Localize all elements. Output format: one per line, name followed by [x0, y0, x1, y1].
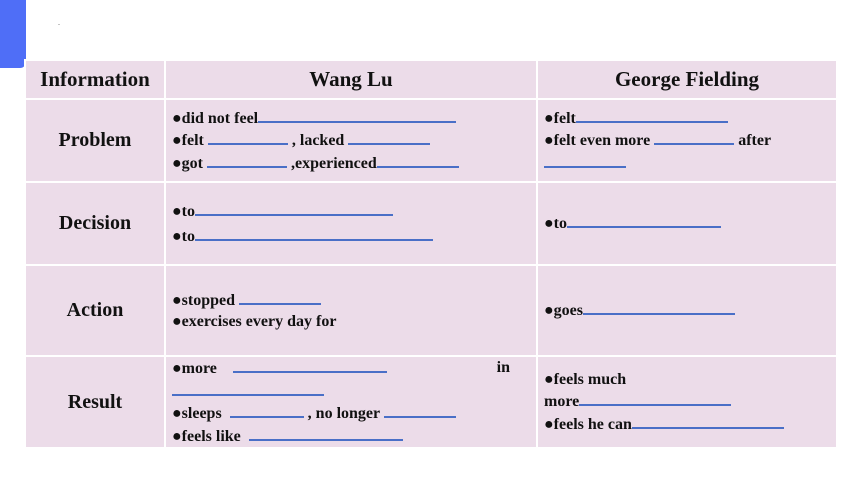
- row-label-action: Action: [25, 265, 165, 356]
- text: ●more: [172, 360, 217, 377]
- blank-line[interactable]: [208, 129, 288, 145]
- blank-line[interactable]: [576, 107, 728, 123]
- blank-line[interactable]: [583, 299, 735, 315]
- text: ●feels much: [544, 370, 627, 388]
- text: , lacked: [291, 132, 345, 150]
- text: ●felt: [172, 132, 204, 150]
- header-row: [25, 60, 837, 99]
- blank-line[interactable]: [239, 289, 321, 305]
- text: in: [496, 359, 510, 376]
- header-information: Information: [25, 60, 165, 99]
- blank-line[interactable]: [195, 225, 433, 241]
- text: , no longer: [307, 405, 380, 422]
- blank-line[interactable]: [230, 402, 304, 418]
- blank-line[interactable]: [258, 107, 456, 123]
- blank-line[interactable]: [233, 357, 387, 373]
- blank-line[interactable]: [567, 212, 721, 228]
- problem-george-cell: [537, 99, 837, 182]
- text: ●to: [172, 202, 195, 220]
- blank-line[interactable]: [348, 129, 430, 145]
- table-row-action: [25, 265, 837, 356]
- table-row-problem: [25, 99, 837, 182]
- text: ●exercises every day for: [172, 313, 337, 330]
- header-george-fielding: George Fielding: [537, 60, 837, 99]
- blank-line[interactable]: [384, 402, 456, 418]
- problem-wang-lu-cell: [165, 99, 537, 182]
- table-row-decision: [25, 182, 837, 265]
- comparison-table: [24, 59, 838, 449]
- text: ●goes: [544, 302, 583, 320]
- row-label-problem: Problem: [25, 99, 165, 182]
- blank-line[interactable]: [632, 413, 784, 429]
- blank-line[interactable]: [195, 200, 393, 216]
- text: ,experienced: [291, 154, 377, 172]
- text: ●got: [172, 154, 203, 172]
- table-row-result: [25, 356, 837, 448]
- decision-wang-lu-cell: [165, 182, 537, 265]
- blank-line[interactable]: [249, 425, 403, 441]
- text: ●feels like: [172, 427, 241, 445]
- action-wang-lu-cell: [165, 265, 537, 356]
- blank-line[interactable]: [654, 129, 734, 145]
- accent-bar: [0, 0, 26, 68]
- text: ●did not feel: [172, 109, 259, 127]
- row-label-decision: Decision: [25, 182, 165, 265]
- blank-line[interactable]: [207, 152, 287, 168]
- text: ●felt: [544, 109, 576, 127]
- text: after: [738, 132, 772, 150]
- blank-line[interactable]: [172, 380, 324, 396]
- header-wang-lu: Wang Lu: [165, 60, 537, 99]
- blank-line[interactable]: [544, 152, 626, 168]
- result-wang-lu-cell: [165, 356, 537, 448]
- blank-line[interactable]: [377, 152, 459, 168]
- row-label-result: Result: [25, 356, 165, 448]
- corner-mark: .: [58, 18, 60, 27]
- result-george-cell: [537, 356, 837, 448]
- action-george-cell: [537, 265, 837, 356]
- text: ●to: [544, 215, 567, 233]
- text: ●felt even more: [544, 132, 651, 150]
- text: more: [544, 393, 580, 411]
- text: ●feels he can: [544, 415, 632, 433]
- blank-line[interactable]: [579, 390, 731, 406]
- text: ●stopped: [172, 291, 236, 309]
- text: ●to: [172, 228, 195, 245]
- text: ●sleeps: [172, 405, 222, 422]
- decision-george-cell: [537, 182, 837, 265]
